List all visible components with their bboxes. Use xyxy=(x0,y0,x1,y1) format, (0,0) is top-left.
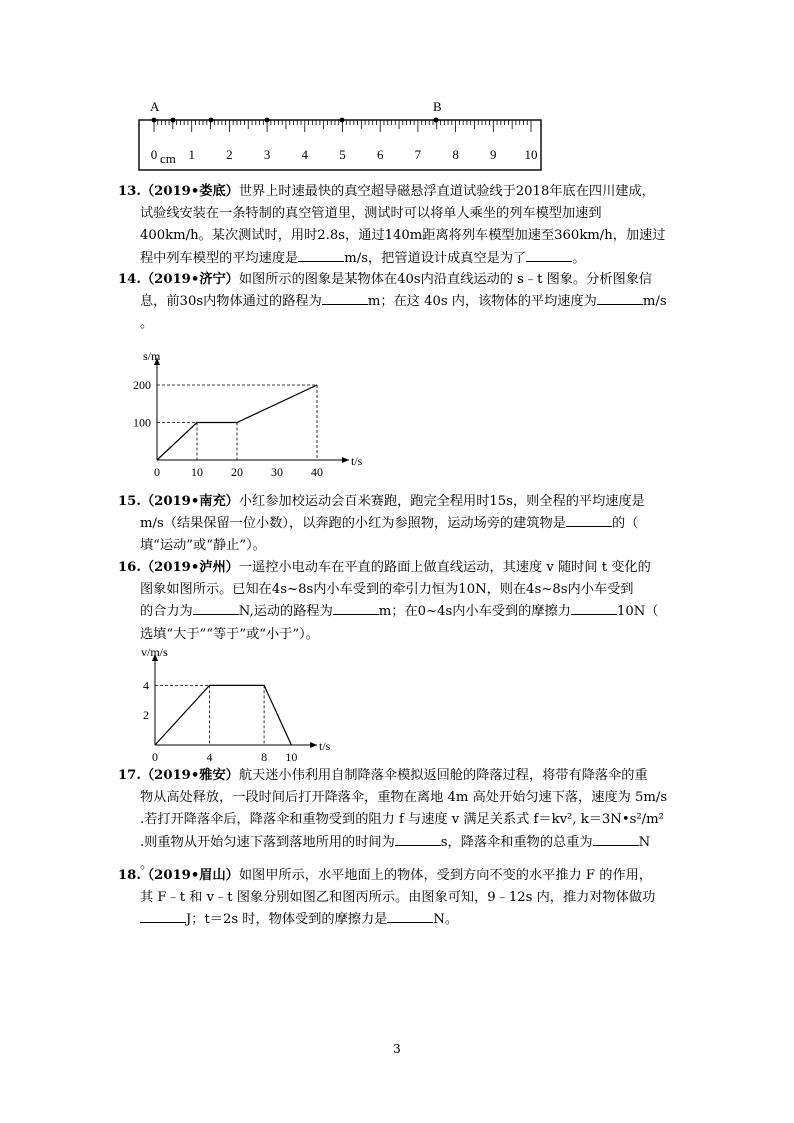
question-text: 。 xyxy=(140,856,154,872)
question-text: 其 F﹣t 和 v﹣t 图象分别如图乙和图丙所示。由图象可知，9﹣12s 内，推力对物体做功 xyxy=(140,890,656,906)
question-source: （2019•南充） xyxy=(140,494,239,509)
question-text: 10N（ xyxy=(616,604,659,620)
answer-blank[interactable] xyxy=(298,249,344,262)
question-text: m；在0~4s内小车受到的摩擦力 xyxy=(378,604,571,620)
x-tick-label: 20 xyxy=(231,465,243,479)
answer-blank[interactable] xyxy=(526,249,572,262)
question-15 xyxy=(118,491,678,558)
v-t-graph xyxy=(130,640,350,765)
question-text: .若打开降落伞后，降落伞和重物受到的阻力 f 与速度 v 满足关系式 f＝kv², k＝3N•s²/m² xyxy=(140,812,664,828)
x-tick-label: 0 xyxy=(152,750,158,764)
question-number: 18. xyxy=(118,868,141,883)
ruler-label: 2 xyxy=(226,147,233,162)
question-source: （2019•泸州） xyxy=(140,560,239,575)
question-number: 16. xyxy=(118,560,141,575)
question-17 xyxy=(118,765,678,876)
question-source: （2019•济宁） xyxy=(140,272,239,287)
question-text: 图象如图所示。已知在4s~8s内小车受到的牵引力恒为10N，则在4s~8s内小车受到 xyxy=(140,582,634,598)
answer-blank[interactable] xyxy=(395,833,441,846)
page-number: 3 xyxy=(393,1042,401,1056)
y-tick-label: 200 xyxy=(133,378,151,392)
point-b-label: B xyxy=(433,99,442,114)
question-number: 14. xyxy=(118,272,141,287)
question-text: 400km/h。某次测试时，用时2.8s，通过140m距离将列车模型加速至360km/h，加速过 xyxy=(140,228,666,244)
series-line xyxy=(155,685,291,745)
question-text: 选填“大于”“等于”或“小于”）。 xyxy=(140,626,319,642)
answer-blank[interactable] xyxy=(333,602,379,615)
question-text: 。 xyxy=(572,250,586,266)
question-text: s，降落伞和重物的总重为 xyxy=(440,834,593,850)
ruler-body xyxy=(139,120,541,170)
question-text: 物从高处释放，一段时间后打开降落伞，重物在离地 4m 高处开始匀速下落，速度为 5m/s xyxy=(140,790,668,806)
question-14 xyxy=(118,269,678,336)
ruler-unit: cm xyxy=(160,151,176,166)
answer-blank[interactable] xyxy=(597,292,643,305)
question-text: N。 xyxy=(433,912,459,928)
question-text: 世界上时速最快的真空超导磁悬浮直道试验线于2018年底在四川建成， xyxy=(238,184,655,199)
question-text: m/s，把管道设计成真空是为了 xyxy=(344,250,527,266)
question-text: 的合力为 xyxy=(140,604,193,620)
y-axis-label: v/m/s xyxy=(141,645,168,659)
ruler-label: 4 xyxy=(301,147,309,162)
question-text: 如图甲所示，水平地面上的物体，受到方向不变的水平推力 F 的作用， xyxy=(238,868,652,883)
x-axis-label: t/s xyxy=(319,739,331,753)
question-text: 。 xyxy=(140,316,154,332)
answer-blank[interactable] xyxy=(322,292,368,305)
question-text: 小红参加校运动会百米赛跑，跑完全程用时15s，则全程的平均速度是 xyxy=(238,494,645,509)
ruler-label: 1 xyxy=(188,147,195,162)
question-number: 15. xyxy=(118,494,141,509)
question-source: （2019•雅安） xyxy=(140,768,239,783)
answer-blank[interactable] xyxy=(571,602,617,615)
ruler-label: 10 xyxy=(524,147,538,162)
answer-blank[interactable] xyxy=(593,833,639,846)
question-text: m；在这 40s 内，该物体的平均速度为 xyxy=(367,294,597,310)
answer-blank[interactable] xyxy=(193,602,239,615)
question-text: J；t＝2s 时，物体受到的摩擦力是 xyxy=(186,912,388,928)
question-text: 试验线安装在一条特制的真空管道里，测试时可以将单人乘坐的列车模型加速到 xyxy=(140,206,602,222)
question-text: 如图所示的图象是某物体在40s内沿直线运动的 s﹣t 图象。分析图象信 xyxy=(238,272,653,287)
ruler-label: 0 xyxy=(150,147,158,162)
answer-blank[interactable] xyxy=(566,514,612,527)
question-text: m/s xyxy=(642,294,667,310)
point-a-label: A xyxy=(150,99,160,114)
x-tick-label: 8 xyxy=(261,750,268,764)
question-source: （2019•娄底） xyxy=(140,184,239,199)
y-tick-label: 100 xyxy=(133,415,151,430)
y-axis-label: s/m xyxy=(143,349,161,363)
question-text: .则重物从开始匀速下落到落地所用的时间为 xyxy=(140,834,395,850)
question-18 xyxy=(118,865,678,932)
x-tick-label: 10 xyxy=(285,750,298,764)
question-text: m/s（结果保留一位小数），以奔跑的小红为参照物，运动场旁的建筑物是 xyxy=(140,516,566,532)
ruler-label: 7 xyxy=(414,147,422,162)
x-axis-label: t/s xyxy=(351,454,363,468)
s-t-graph xyxy=(130,335,370,485)
y-tick-label: 2 xyxy=(143,708,149,723)
answer-blank[interactable] xyxy=(140,910,186,923)
question-text: N,运动的路程为 xyxy=(238,604,333,620)
x-tick-label: 0 xyxy=(154,465,160,479)
question-text: N xyxy=(638,834,651,850)
question-13 xyxy=(118,181,678,270)
x-tick-label: 40 xyxy=(311,465,323,479)
question-text: 息，前30s内物体通过的路程为 xyxy=(140,294,322,310)
question-number: 13. xyxy=(118,184,141,199)
question-text: 航天迷小伟利用自制降落伞模拟返回舱的降落过程，将带有降落伞的重 xyxy=(238,768,648,783)
x-tick-label: 4 xyxy=(206,750,213,764)
ruler-label: 8 xyxy=(452,147,459,162)
ruler-label: 3 xyxy=(263,147,271,162)
question-text: 程中列车模型的平均速度是 xyxy=(140,250,299,266)
y-tick-label: 4 xyxy=(143,678,149,693)
ruler-label: 5 xyxy=(339,147,346,162)
question-16 xyxy=(118,557,678,646)
question-source: （2019•眉山） xyxy=(140,868,239,883)
question-text: 填“运动”或“静止”）。 xyxy=(140,538,266,554)
x-tick-label: 10 xyxy=(191,465,203,479)
question-number: 17. xyxy=(118,768,141,783)
ruler-label: 6 xyxy=(376,147,384,162)
x-tick-label: 30 xyxy=(271,465,283,479)
question-text: 的（ xyxy=(611,516,639,532)
ruler-label: 9 xyxy=(490,147,497,162)
ruler-figure xyxy=(0,0,794,180)
answer-blank[interactable] xyxy=(387,910,433,923)
question-text: 一遥控小电动车在平直的路面上做直线运动，其速度 v 随时间 t 变化的 xyxy=(238,560,651,575)
